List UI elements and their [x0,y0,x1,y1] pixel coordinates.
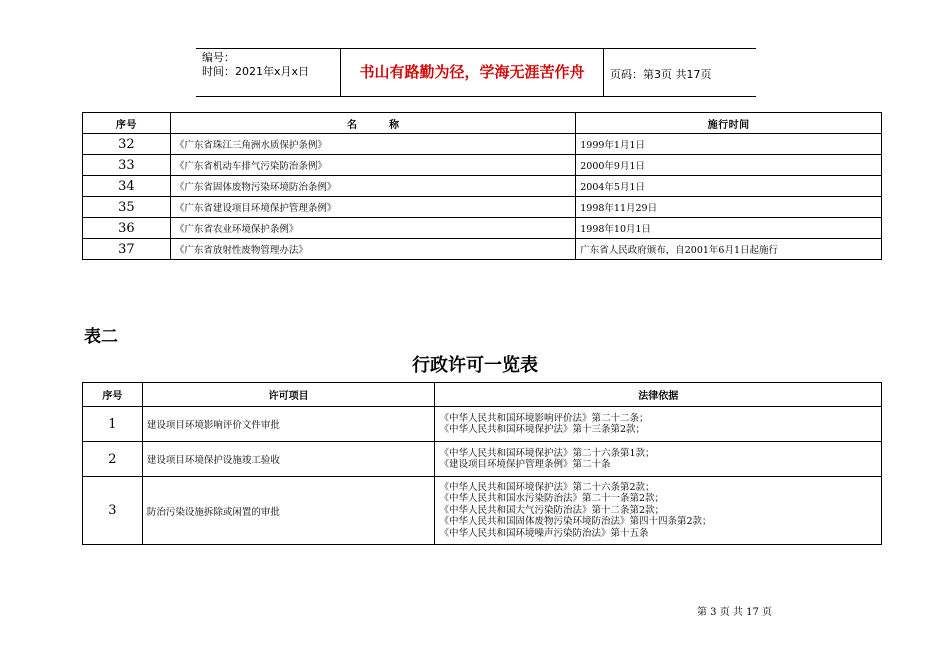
row-number: 2 [83,442,143,477]
row-basis [435,442,882,477]
col-header-date: 施行时间 [576,113,882,134]
regulations-table [82,112,882,260]
basis-line: 《中华人民共和国环境噪声污染防治法》第十五条 [439,527,649,539]
row-basis [435,407,882,442]
basis-line: 《中华人民共和国水污染防治法》第二十一条第2款； [439,493,664,505]
row-item: 防治污染设施拆除或闲置的审批 [142,477,435,545]
row-date: 1999年1月1日 [576,134,882,155]
row-number: 32 [83,134,171,155]
table-row [83,407,882,442]
table-row [83,155,882,176]
col-header-name [170,113,575,134]
document-number: 编号： [202,51,235,64]
col-header-name-1: 名 [347,119,358,131]
col-header-number: 序号 [83,113,171,134]
row-number: 33 [83,155,171,176]
row-date: 广东省人民政府颁布，自2001年6月1日起施行 [576,239,882,260]
row-date: 1998年11月29日 [576,197,882,218]
row-name: 《广东省珠江三角洲水质保护条例》 [170,134,575,155]
col-header-item: 许可项目 [142,383,435,407]
row-date: 2004年5月1日 [576,176,882,197]
basis-line: 《中华人民共和国环境保护法》第二十六条第1款； [439,447,655,459]
col-header-basis: 法律依据 [435,383,882,407]
row-name: 《广东省机动车排气污染防治条例》 [170,155,575,176]
table-row [83,442,882,477]
header-page-code: 页码：第3页 共17页 [610,68,712,81]
table-row [83,134,882,155]
header-motto: 书山有路勤为径，学海无涯苦作舟 [340,48,604,97]
row-name: 《广东省农业环境保护条例》 [170,218,575,239]
row-name: 《广东省固体废物污染环境防治条例》 [170,176,575,197]
table-row [83,176,882,197]
row-name: 《广东省建设项目环境保护管理条例》 [170,197,575,218]
section-label: 表二 [84,327,118,347]
row-number: 34 [83,176,171,197]
row-number: 35 [83,197,171,218]
table-title: 行政许可一览表 [412,355,538,376]
table-row [83,477,882,545]
col-header-name-2: 称 [389,119,400,131]
page-footer: 第 3 页 共 17 页 [697,607,772,618]
document-time: 时间：2021年x月x日 [202,65,310,78]
row-number: 1 [83,407,143,442]
row-number: 36 [83,218,171,239]
row-number: 3 [83,477,143,545]
row-item: 建设项目环境影响评价文件审批 [142,407,435,442]
row-name: 《广东省放射性废物管理办法》 [170,239,575,260]
basis-line: 《中华人民共和国大气污染防治法》第十二条第2款； [439,504,664,516]
row-item: 建设项目环境保护设施竣工验收 [142,442,435,477]
header-meta [202,51,309,79]
basis-line: 《建设项目环境保护管理条例》第二十条 [439,459,611,470]
basis-line: 《中华人民共和国环境保护法》第十三条第2款； [439,424,645,435]
row-date: 2000年9月1日 [576,155,882,176]
row-date: 1998年10月1日 [576,218,882,239]
row-number: 37 [83,239,171,260]
basis-line: 《中华人民共和国环境影响评价法》第二十二条； [439,412,649,424]
page-header [196,48,756,97]
col-header-number: 序号 [83,383,143,407]
table-row [83,239,882,260]
table-header-row [83,383,882,407]
row-basis [435,477,882,545]
table-row [83,197,882,218]
table-row [83,218,882,239]
table-header-row [83,113,882,134]
basis-line: 《中华人民共和国固体废物污染环境防治法》第四十四条第2款； [439,516,712,528]
permits-table [82,382,882,545]
basis-line: 《中华人民共和国环境保护法》第二十六条第2款； [439,481,655,493]
